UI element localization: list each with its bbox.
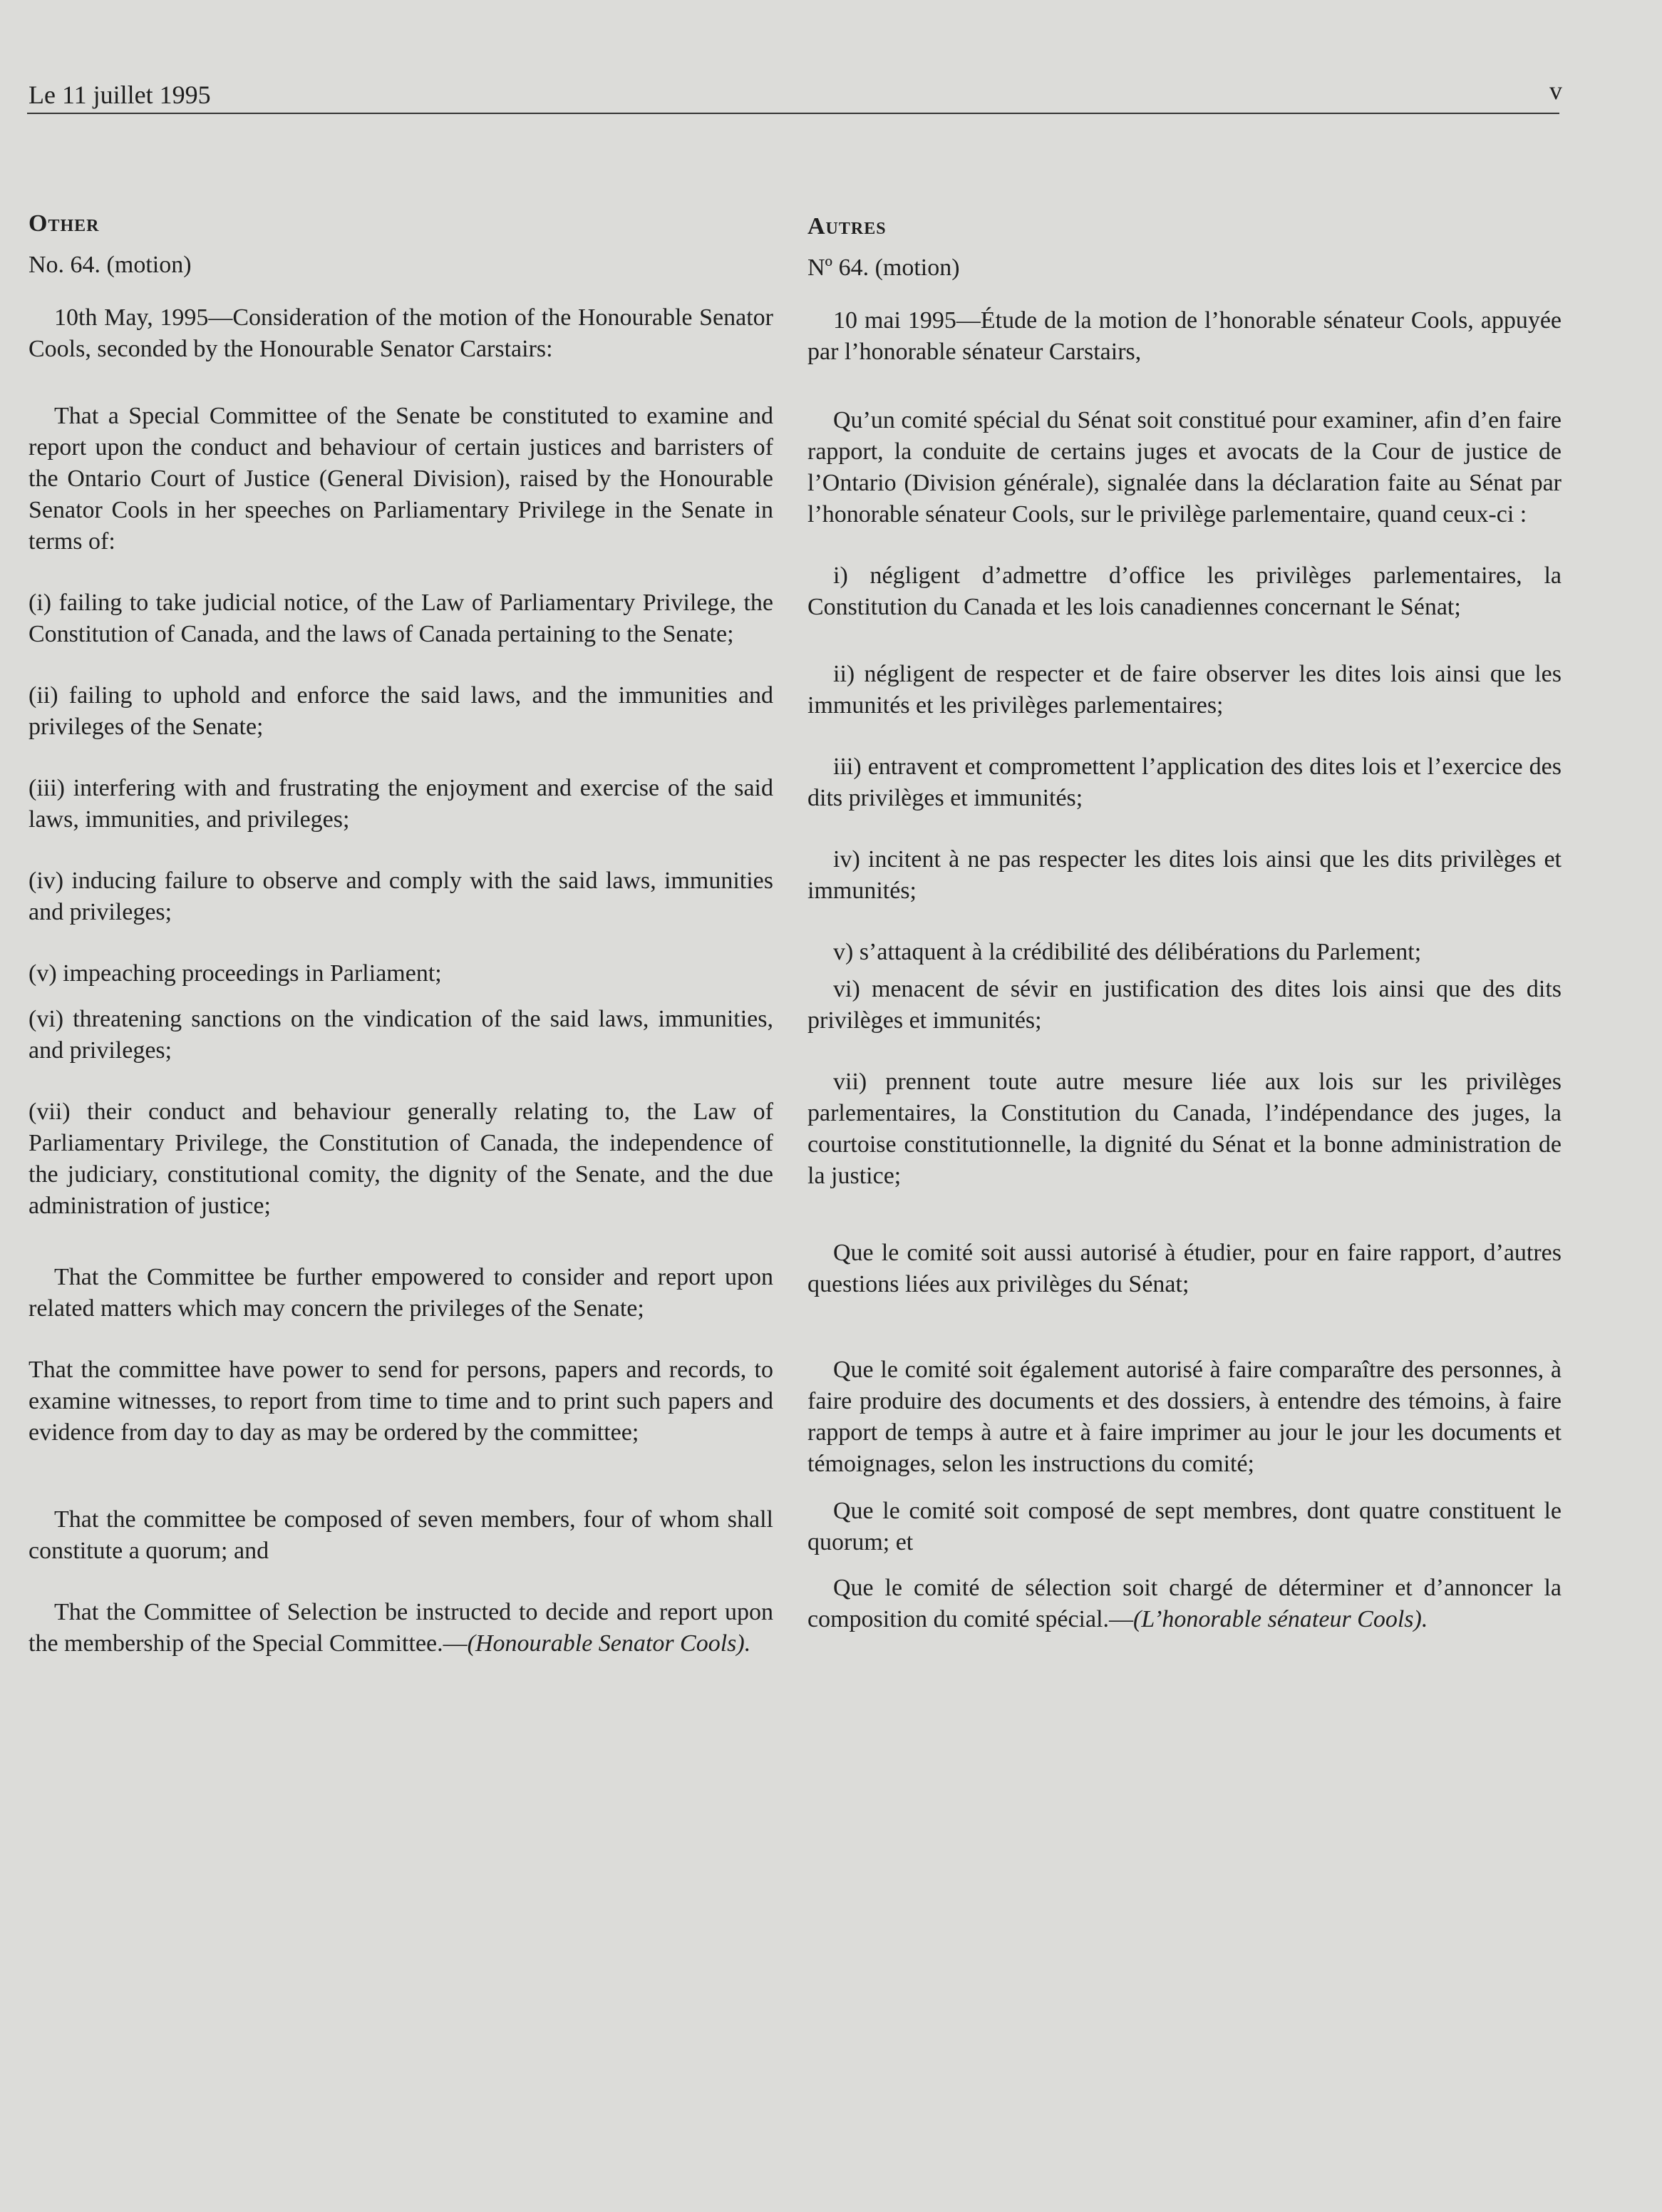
paragraph-en-1: 10th May, 1995—Consideration of the motion of the Honourable Senator Cools, seconded by the Honourable Senator Carstairs: — [29, 304, 773, 362]
section-heading-fr: Autres — [807, 213, 887, 240]
clause-en-vi: (vi) threatening sanctions on the vindication of the said laws, immunities, and privileges; — [29, 1006, 773, 1064]
clause-fr-v: v) s’attaquent à la crédibilité des délibérations du Parlement; — [833, 939, 1422, 965]
paragraph-en-related: That the Committee be further empowered to consider and report upon related matters which may concern the privileges of the Senate; — [29, 1264, 773, 1322]
paragraph-en-selection-text: That the Committee of Selection be instructed to decide and report upon the membership of the Special Committee.— — [29, 1599, 773, 1657]
paragraph-en-2: That a Special Committee of the Senate be constituted to examine and report upon the conduct and behaviour of certain justices and barristers of the Ontario Court of Justice (General Division), raised by the Honourable Senator Cools in her speeches on Parliamentary Privilege in the Senate in terms of: — [29, 403, 773, 555]
paragraph-fr-selection — [807, 1573, 1562, 1635]
clause-fr-i: i) négligent d’admettre d’office les privilèges parlementaires, la Constitution du Canada et les lois canadiennes concernant le Sénat; — [807, 562, 1562, 620]
attribution-fr: (L’honorable sénateur Cools). — [1133, 1606, 1428, 1632]
motion-number-en: No. 64. (motion) — [29, 252, 192, 278]
clause-fr-iii: iii) entravent et compromettent l’application des dites lois et l’exercice des dits privilèges et immunités; — [807, 753, 1562, 811]
clause-fr-iv: iv) incitent à ne pas respecter les dites lois ainsi que les dits privilèges et immunités; — [807, 846, 1562, 904]
clause-en-vii: (vii) their conduct and behaviour generally relating to, the Law of Parliamentary Privilege, the Constitution of Canada, the independence of the judiciary, constitutional comity, the dignity of the Senate, and the due administration of justice; — [29, 1099, 773, 1219]
header-date: Le 11 juillet 1995 — [29, 81, 211, 109]
clause-en-iv: (iv) inducing failure to observe and comply with the said laws, immunities and privileges; — [29, 868, 773, 925]
paragraph-fr-composition: Que le comité soit composé de sept membres, dont quatre constituent le quorum; et — [807, 1498, 1562, 1555]
paragraph-fr-related: Que le comité soit aussi autorisé à étudier, pour en faire rapport, d’autres questions liées aux privilèges du Sénat; — [807, 1240, 1562, 1297]
attribution-en: (Honourable Senator Cools). — [467, 1630, 751, 1657]
clause-en-v: (v) impeaching proceedings in Parliament; — [29, 960, 442, 987]
clause-en-iii: (iii) interfering with and frustrating the enjoyment and exercise of the said laws, immunities, and privileges; — [29, 775, 773, 833]
section-heading-en: Other — [29, 210, 100, 237]
paragraph-fr-2: Qu’un comité spécial du Sénat soit constitué pour examiner, afin d’en faire rapport, la conduite de certains juges et avocats de la Cour de justice de l’Ontario (Division générale), signalée dans la déclaration faite au Sénat par l’honorable sénateur Cools, sur le privilège parlementaire, quand ceux-ci : — [807, 407, 1562, 528]
header-rule — [27, 113, 1559, 114]
paragraph-fr-1: 10 mai 1995—Étude de la motion de l’honorable sénateur Cools, appuyée par l’honorable sénateur Carstairs, — [807, 307, 1562, 365]
paragraph-en-selection — [29, 1597, 773, 1660]
paragraph-fr-selection-text: Que le comité de sélection soit chargé de déterminer et d’annoncer la composition du comité spécial.— — [807, 1575, 1562, 1632]
motion-number-fr: Nº 64. (motion) — [807, 254, 960, 281]
clause-fr-vii: vii) prennent toute autre mesure liée aux lois sur les privilèges parlementaires, la Constitution du Canada, l’indépendance des juges, la courtoise constitutionnelle, la dignité du Sénat et la bonne administration de la justice; — [807, 1069, 1562, 1189]
clause-fr-ii: ii) négligent de respecter et de faire observer les dites lois ainsi que les immunités et les privilèges parlementaires; — [807, 661, 1562, 719]
clause-en-ii: (ii) failing to uphold and enforce the said laws, and the immunities and privileges of the Senate; — [29, 682, 773, 740]
paragraph-fr-powers: Que le comité soit également autorisé à faire comparaître des personnes, à faire produire des documents et des dossiers, à entendre des témoins, à faire rapport de temps à autre et à faire imprimer au jour le jour les documents et témoignages, selon les instructions du comité; — [807, 1357, 1562, 1477]
header-page-number: v — [1549, 76, 1562, 105]
paragraph-en-powers: That the committee have power to send for persons, papers and records, to examine witnesses, to report from time to time and to print such papers and evidence from day to day as may be ordered by the committee; — [29, 1357, 773, 1446]
french-column — [807, 208, 1562, 1665]
paragraph-en-composition: That the committee be composed of seven members, four of whom shall constitute a quorum; and — [29, 1506, 773, 1564]
english-column — [29, 208, 773, 1689]
clause-fr-vi: vi) menacent de sévir en justification des dites lois ainsi que des dits privilèges et immunités; — [807, 976, 1562, 1034]
clause-en-i: (i) failing to take judicial notice, of the Law of Parliamentary Privilege, the Constitution of Canada, and the laws of Canada pertaining to the Senate; — [29, 590, 773, 647]
